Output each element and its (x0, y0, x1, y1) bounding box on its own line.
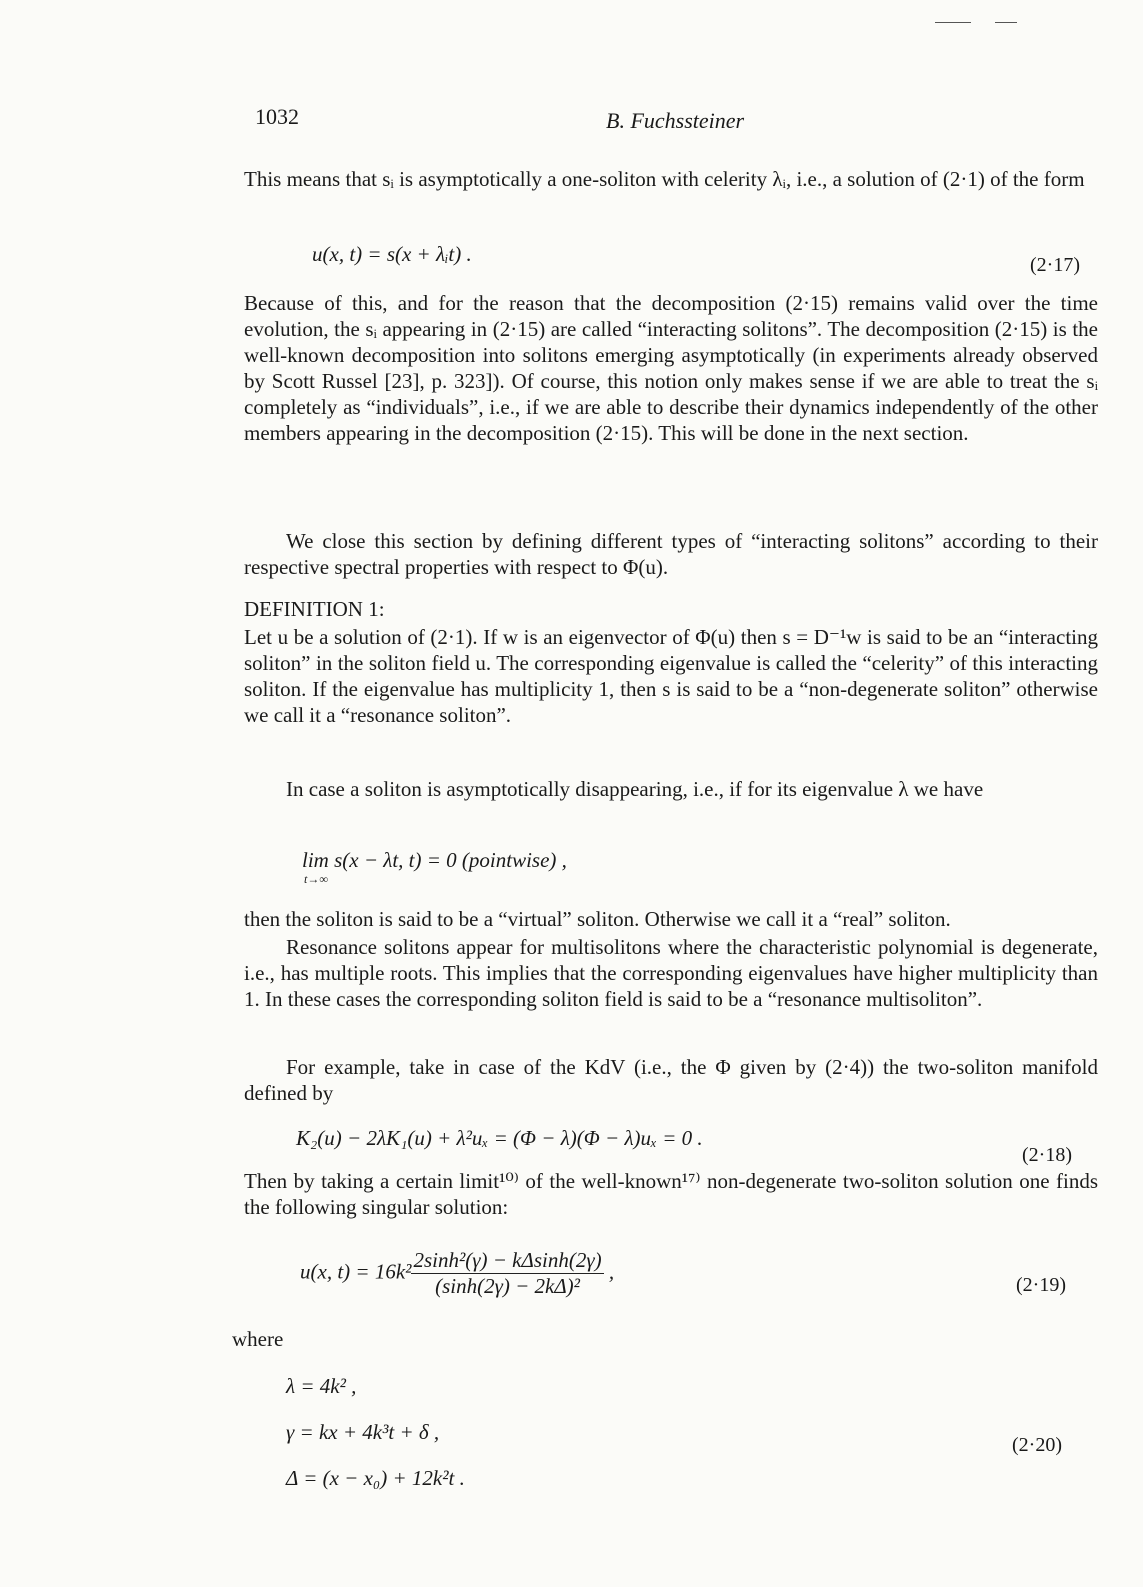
equation-number-2-18: (2·18) (1022, 1144, 1072, 1166)
paragraph-3: We close this section by defining different types of “interacting solitons” according to their respective spectral properties with respect to Φ(u). (244, 529, 1098, 579)
equation-2-19-lhs: u(x, t) = 16k² (300, 1259, 412, 1284)
scan-mark (935, 22, 971, 23)
scan-mark (995, 22, 1017, 23)
paragraph-6: then the soliton is said to be a “virtual” soliton. Otherwise we call it a “real” soliton. (244, 907, 951, 931)
definition-title: DEFINITION 1: (244, 597, 385, 621)
paragraph-5: In case a soliton is asymptotically disappearing, i.e., if for its eigenvalue λ we have (286, 777, 984, 801)
equation-number-2-19: (2·19) (1016, 1274, 1066, 1296)
equation-number-2-17: (2·17) (1030, 254, 1080, 276)
paragraph-where: where (232, 1327, 284, 1351)
paragraph-1: This means that sᵢ is asymptotically a one-soliton with celerity λᵢ, i.e., a solution of (2·1) of the form (244, 167, 1085, 191)
equation-2-20-line-1: λ = 4k² , (286, 1374, 357, 1398)
equation-2-20-line-3: Δ = (x − x₀) + 12k²t . (286, 1466, 465, 1490)
equation-2-19 (300, 1248, 614, 1299)
paragraph-4: Let u be a solution of (2·1). If w is an eigenvector of Φ(u) then s = D⁻¹w is said to be an “interacting soliton” in the soliton field u. The corresponding eigenvalue is called the “celerity” of this interacting soliton. If the eigenvalue has multiplicity 1, then s is said to be a “non-degenerate soliton” otherwise we call it a “resonance soliton”. (244, 625, 1098, 727)
equation-2-20-line-2: γ = kx + 4k³t + δ , (286, 1420, 440, 1444)
equation-2-19-fraction (411, 1248, 603, 1299)
limit-subscript: t→∞ (304, 872, 328, 886)
limit-equation: lim s(x − λt, t) = 0 (pointwise) , (302, 848, 567, 872)
equation-number-2-20: (2·20) (1012, 1434, 1062, 1456)
equation-2-19-tail: , (603, 1259, 615, 1284)
paragraph-9: Then by taking a certain limit¹⁰⁾ of the well-known¹⁷⁾ non-degenerate two-soliton solution one finds the following singular solution: (244, 1169, 1098, 1219)
equation-2-18: K₂(u) − 2λK₁(u) + λ²uₓ = (Φ − λ)(Φ − λ)uₓ = 0 . (296, 1126, 703, 1150)
equation-2-19-denominator: (sinh(2γ) − 2kΔ)² (435, 1274, 580, 1298)
running-head-author: B. Fuchssteiner (606, 108, 745, 133)
page-number: 1032 (255, 104, 299, 129)
equation-2-19-numerator: 2sinh²(γ) − kΔsinh(2γ) (413, 1248, 602, 1272)
paragraph-2: Because of this, and for the reason that the decomposition (2·15) remains valid over the time evolution, the sᵢ appearing in (2·15) are called “interacting solitons”. The decomposition (2·15) is the well-known decomposition into solitons emerging asymptotically (in experiments already observed by Scott Russel [23], p. 323]). Of course, this notion only makes sense if we are able to treat the sᵢ completely as “individuals”, i.e., if we are able to describe their dynamics independently of the other members appearing in the decomposition (2·15). This will be done in the next section. (244, 291, 1098, 445)
paragraph-7: Resonance solitons appear for multisolitons where the characteristic polynomial is degenerate, i.e., has multiple roots. This implies that the corresponding eigenvalues have higher multiplicity than 1. In these cases the corresponding soliton field is said to be a “resonance multisoliton”. (244, 935, 1098, 1011)
paragraph-8: For example, take in case of the KdV (i.e., the Φ given by (2·4)) the two-soliton manifold defined by (244, 1055, 1098, 1105)
equation-2-17: u(x, t) = s(x + λᵢt) . (312, 242, 472, 266)
